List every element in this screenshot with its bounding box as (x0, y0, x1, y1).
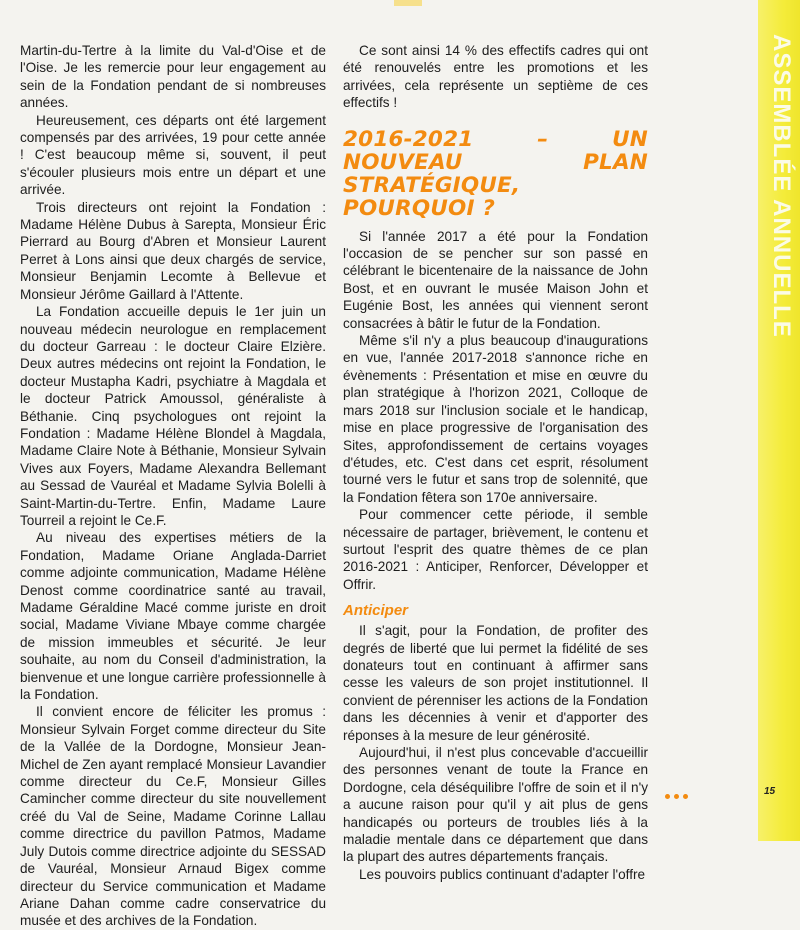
paragraph: Heureusement, ces départs ont été largement compensés par des arrivées, 19 pour cette année ! C'est beaucoup même si, souvent, il peut s'écouler plusieurs mois entre un départ et une arrivée. (20, 112, 326, 198)
paragraph: Même s'il n'y a plus beaucoup d'inaugurations en vue, l'année 2017-2018 s'annonce riche en évènements : Présentation et mise en œuvre du plan stratégique à l'horizon 2021, Colloque de mars 2018 sur l'inclusion sociale et le handicap, mise en place progressive de l'organisation des Sites, approfondissement de certains voyages d'études, etc. C'est dans cet esprit, résolument tourné vers le futur et sans trop de solennité, que la Fondation fêtera son 170e anniversaire. (343, 333, 648, 505)
paragraph: Il s'agit, pour la Fondation, de profiter des degrés de liberté que lui permet la fidélité de ses donateurs tout en continuant à affirmer sans cesse les valeurs de son projet institutionnel. Il convient de pérenniser les actions de la Fondation dans les décennies à venir et d'apporter des réponses à la mesure de leur générosité. (343, 623, 648, 743)
left-column (20, 42, 326, 930)
dot-icon (674, 794, 679, 799)
paragraph: Martin-du-Tertre à la limite du Val-d'Oise et de l'Oise. Je les remercie pour leur engagement au sein de la Fondation pendant de si nombreuses années. (20, 43, 326, 111)
paragraph: Si l'année 2017 a été pour la Fondation l'occasion de se pencher sur son passé en célébrant le bicentenaire de la naissance de John Bost, et en ouvrant le musée Maison John et Eugénie Bost, les années qui viennent seront consacrées à bâtir le futur de la Fondation. (343, 228, 648, 331)
paragraph: Pour commencer cette période, il semble nécessaire de partager, brièvement, le contenu et surtout l'esprit des quatre thèmes de ce plan 2016-2021 : Anticiper, Renforcer, Développer et Offrir. (343, 507, 648, 592)
paragraph: Au niveau des expertises métiers de la Fondation, Madame Oriane Anglada-Darriet comme adjointe communication, Madame Hélène Denost comme coordinatrice santé au travail, Madame Géraldine Macé comme juriste en droit social, Madame Viviane Mbaye comme chargée de mission immeubles et sécurité. Je leur souhaite, au nom du Conseil d'administration, la bienvenue et une longue carrière professionnelle à la Fondation. (20, 530, 326, 703)
dot-icon (683, 794, 688, 799)
paragraph: Il convient encore de féliciter les promus : Monsieur Sylvain Forget comme directeur du Site de la Vallée de la Dordogne, Monsieur Jean-Michel de Zen ayant remplacé Monsieur Lavandier comme directeur du Ce.F, Monsieur Gilles Camincher comme directeur du site nouvellement créé du Val de Seine, Madame Corinne Lallau comme directrice du pavillon Patmos, Madame July Dutois comme directrice adjointe du SESSAD de Vauréal, Monsieur Arnaud Bigex comme directeur du Service communication et Madame Ariane Dahan comme cadre conservatrice du musée et des archives de la Fondation. (20, 704, 326, 929)
continue-dots-icon (665, 791, 701, 801)
paragraph: Ce sont ainsi 14 % des effectifs cadres qui ont été renouvelés entre les promotions et les arrivées, cela représente un septième de ces effectifs ! (343, 43, 648, 111)
side-section-label: ASSEMBLÉE ANNUELLE (768, 34, 795, 338)
dot-icon (665, 794, 670, 799)
page-number: 15 (764, 786, 776, 797)
paragraph: Aujourd'hui, il n'est plus concevable d'accueillir des personnes venant de toute la France en Dordogne, cela déséquilibre l'offre de soin et il n'y a aucune raison pour qu'il y ait plus de gens handicapés ou porteurs de troubles liés à la maladie mentale dans ce département que dans la plupart des autres départements français. (343, 745, 648, 865)
top-mark (394, 0, 422, 6)
subheading: Anticiper (343, 602, 409, 620)
paragraph: Les pouvoirs publics continuant d'adapter l'offre (359, 866, 646, 882)
section-title: 2016-2021 – UN NOUVEAU PLAN STRATÉGIQUE, POURQUOI ? (343, 126, 648, 221)
paragraph: Trois directeurs ont rejoint la Fondation : Madame Hélène Dubus à Sarepta, Monsieur Éric Pierrard au Bourg d'Abren et Monsieur Laurent Perret à Lons ainsi que deux chargés de service, Monsieur Benjamin Lecomte à Bellevue et Monsieur Jérôme Gaillard à l'Attente. (20, 199, 326, 302)
paragraph: La Fondation accueille depuis le 1er juin un nouveau médecin neurologue en remplacement du docteur Garreau : le docteur Claire Elzière. Deux autres médecins ont rejoint la Fondation, le docteur Mustapha Kadri, psychiatre à Magdala et le docteur Patrick Amoussol, généraliste à Béthanie. Cinq psychologues ont rejoint la Fondation : Madame Hélène Blondel à Magdala, Madame Claire Note à Béthanie, Monsieur Sylvain Vives aux Foyers, Madame Alexandra Bellemant au Sessad de Vauréal et Madame Sylvia Bolelli à Saint-Martin-du-Tertre. Enfin, Madame Laure Tourreil a rejoint le Ce.F. (20, 304, 326, 528)
right-column (343, 42, 648, 883)
